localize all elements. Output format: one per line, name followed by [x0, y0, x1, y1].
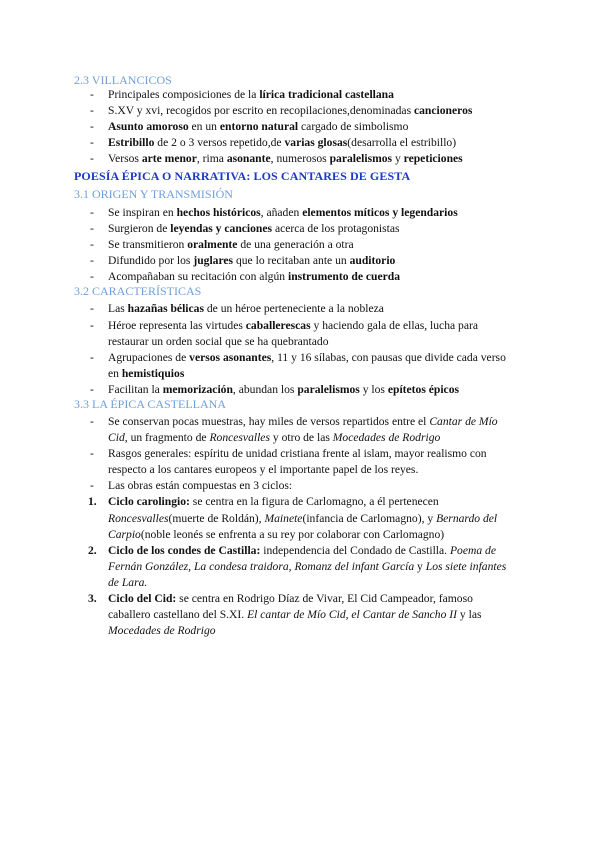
dash-bullet: -	[90, 88, 94, 101]
dash-bullet: -	[90, 222, 94, 235]
section-heading-villancicos: 2.3 VILLANCICOS	[74, 73, 172, 87]
dash-bullet: -	[90, 152, 94, 165]
document-page: 2.3 VILLANCICOS - Principales composiciones de la lírica tradicional castellana - S.XV y xvi, recogidos por escrito en recopilaciones,denominadas cancioneros - Asunto amoroso en un entorno natural cargado de simbolismo - Estribillo de 2 o 3 versos repetido,de varias glosas(desarrolla el estribillo) - Versos arte menor, rima asonante, numerosos paralelismos y repeticiones POESÍA ÉPICA O NARRATIVA: LOS CANTARES DE GESTA 3.1 ORIGEN Y TRANSMISIÓN - Se inspiran en hechos históricos, añaden elementos míticos y legendarios - Surgieron de leyendas y canciones acerca de los protagonistas - Se transmitieron oralmente de una generación a otra - Difundido por los juglares que lo recitaban ante un auditorio - Acompañaban su recitación con algún instrumento de cuerda 3.2 CARACTERÍSTICAS - Las hazañas bélicas de un héroe perteneciente a la nobleza - Héroe representa las virtudes caballerescas y haciendo gala de ellas, lucha para restaurar un orden social que se ha quebrantado - Agrupaciones de versos asonantes, 11 y 16 sílabas, con pausas que divide cada verso en hemistiquios - Facilitan la memorización, abundan los paralelismos y los epítetos épicos 3.3 LA ÉPICA CASTELLANA - Se conservan pocas muestras, hay miles de versos repartidos entre el Cantar de Mío Cid, un fragmento de Roncesvalles y otro de las Mocedades de Rodrigo - Rasgos generales: espíritu de unidad cristiana frente al islam, mayor realismo con respecto a los cantares europeos y el importante papel de los reyes. - Las obras están compuestas en 3 ciclos: 1. Ciclo carolingio: se centra en la figura de Carlomagno, a él pertenecen Roncesvalles(muerte de Roldán), Mainete(infancia de Carlomagno), y Bernardo del Carpio(noble leonés se enfrenta a su rey por colaborar con Carlomagno) 2. Ciclo de los condes de Castilla: independencia del Condado de Castilla. Poema de Fernán González, La condesa traidora, Romanz del infant García y Los siete infantes de Lara. 3. Ciclo del Cid: se centra en Rodrigo Díaz de Vivar, El Cid Campeador, famoso caballero castellano del S.XI. El cantar de Mío Cid, el Cantar de Sancho II y las Mocedades de Rodrigo	[74, 73, 507, 637]
ordered-item-continuation: Roncesvalles(muerte de Roldán), Mainete(infancia de Carlomagno), y Bernardo del	[108, 512, 498, 525]
dash-bullet: -	[90, 302, 94, 315]
ordered-item-continuation: caballero castellano del S.XI. El cantar de Mío Cid, el Cantar de Sancho II y las	[108, 608, 482, 621]
list-item-continuation: respecto a los cantares europeos y el importante papel de los reyes.	[108, 463, 419, 476]
dash-bullet: -	[90, 319, 94, 332]
dash-bullet: -	[90, 238, 94, 251]
ordered-item-continuation: Mocedades de Rodrigo	[108, 624, 216, 637]
section-heading-origen: 3.1 ORIGEN Y TRANSMISIÓN	[74, 187, 233, 201]
dash-bullet: -	[90, 104, 94, 117]
ordered-item-continuation: de Lara.	[108, 576, 148, 589]
section-heading-caracteristicas: 3.2 CARACTERÍSTICAS	[74, 284, 202, 298]
list-item-continuation: en hemistiquios	[108, 367, 185, 380]
ordered-item-continuation: Fernán González, La condesa traidora, Romanz del infant García y Los siete infantes	[108, 560, 507, 573]
dash-bullet: -	[90, 206, 94, 219]
dash-bullet: -	[90, 415, 94, 428]
dash-bullet: -	[90, 120, 94, 133]
main-heading: POESÍA ÉPICA O NARRATIVA: LOS CANTARES DE GESTA	[74, 169, 411, 183]
dash-bullet: -	[90, 270, 94, 283]
list-item-continuation: restaurar un orden social que se ha quebrantado	[108, 335, 329, 348]
dash-bullet: -	[90, 136, 94, 149]
list-item-continuation: Cid, un fragmento de Roncesvalles y otro de las Mocedades de Rodrigo	[108, 431, 441, 444]
dash-bullet: -	[90, 479, 94, 492]
dash-bullet: -	[90, 254, 94, 267]
dash-bullet: -	[90, 383, 94, 396]
ordered-item-continuation: Carpio(noble leonés se enfrenta a su rey por colaborar con Carlomagno)	[108, 528, 445, 541]
dash-bullet: -	[90, 447, 94, 460]
section-heading-epica: 3.3 LA ÉPICA CASTELLANA	[74, 397, 227, 411]
dash-bullet: -	[90, 351, 94, 364]
